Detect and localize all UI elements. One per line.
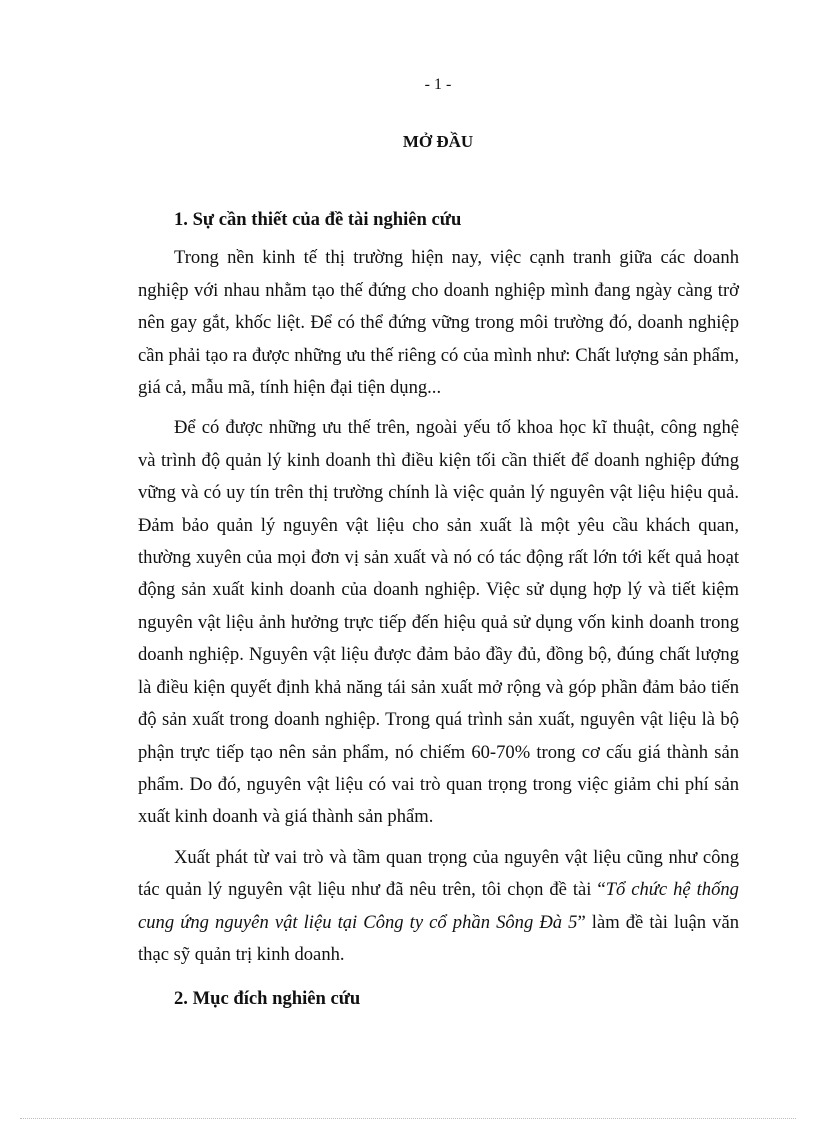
document-body	[138, 204, 739, 1022]
section-heading-2: 2. Mục đích nghiên cứu	[174, 988, 361, 1010]
paragraph-3-text-before: Xuất phát từ vai trò và tầm quan trọng của nguyên vật liệu cũng như công tác quản lý nguyên vật liệu như đã nêu trên, tôi chọn đề tài “	[138, 846, 739, 901]
section-heading-1: 1. Sự cần thiết của đề tài nghiên cứu	[174, 209, 462, 230]
paragraph-2: Để có được những ưu thế trên, ngoài yếu tố khoa học kĩ thuật, công nghệ và trình độ quản lý kinh doanh thì điều kiện tối cần thiết để doanh nghiệp đứng vững và có uy tín trên thị trường chính là việc quản lý nguyên vật liệu hiệu quả. Đảm bảo quản lý nguyên vật liệu cho sản xuất là một yêu cầu khách quan, thường xuyên của mọi đơn vị sản xuất và nó có tác động rất lớn tới kết quả hoạt động sản xuất kinh doanh của doanh nghiệp. Việc sử dụng hợp lý và tiết kiệm nguyên vật liệu ảnh hưởng trực tiếp đến hiệu quả sử dụng vốn kinh doanh trong doanh nghiệp. Nguyên vật liệu được đảm bảo đầy đủ, đồng bộ, đúng chất lượng là điều kiện quyết định khả năng tái sản xuất mở rộng và góp phần đảm bảo tiến độ sản xuất trong doanh nghiệp. Trong quá trình sản xuất, nguyên vật liệu là bộ phận trực tiếp tạo nên sản phẩm, nó chiếm 60-70% trong cơ cấu giá thành sản phẩm. Do đó, nguyên vật liệu có vai trò quan trọng trong việc giảm chi phí sản xuất kinh doanh và giá thành sản phẩm.	[138, 417, 739, 828]
page-number: - 1 -	[424, 76, 452, 93]
paragraph-1: Trong nền kinh tế thị trường hiện nay, việc cạnh tranh giữa các doanh nghiệp với nhau nhằm tạo thế đứng cho doanh nghiệp mình đang ngày càng trở nên gay gắt, khốc liệt. Để có thể đứng vững trong môi trường đó, doanh nghiệp cần phải tạo ra được những ưu thế riêng có của mình như: Chất lượng sản phẩm, giá cả, mẫu mã, tính hiện đại tiện dụng...	[138, 247, 739, 399]
paragraph-3-text-after: ” làm đề tài luận văn thạc sỹ quản trị kinh doanh.	[138, 911, 739, 965]
thesis-topic-title: Tổ chức hệ thống cung ứng nguyên vật liệu tại Công ty cổ phần Sông Đà 5	[138, 879, 739, 933]
page-title: MỞ ĐẦU	[402, 132, 474, 151]
paragraph-3	[138, 842, 739, 972]
page-footer-divider	[20, 1118, 796, 1119]
